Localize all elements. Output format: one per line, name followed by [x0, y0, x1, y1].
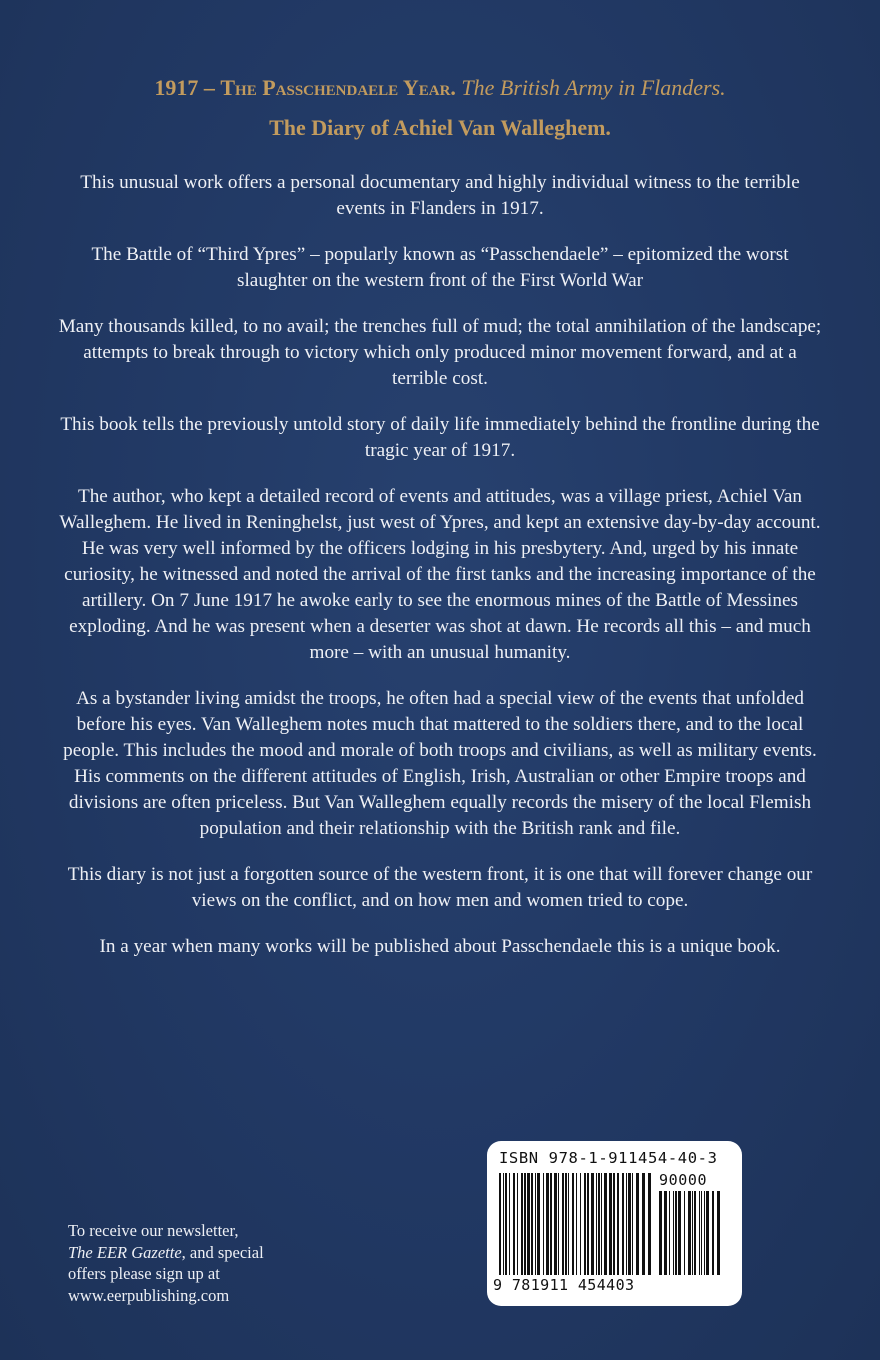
addon-bars — [659, 1191, 721, 1275]
title-event: The Passchendaele Year. — [220, 75, 456, 100]
newsletter-line-rest: , and special — [181, 1242, 264, 1262]
newsletter-line: To receive our newsletter, — [68, 1221, 239, 1240]
title-line-2: The Diary of Achiel Van Walleghem. — [269, 115, 611, 140]
newsletter-note — [68, 1220, 368, 1306]
blurb-paragraph: In a year when many works will be published about Passchendaele this is a unique book. — [99, 936, 781, 957]
newsletter-line — [68, 1242, 368, 1264]
blurb-paragraph: This unusual work offers a personal documentary and highly individual witness to the terrible events in Flanders in 1917. — [80, 172, 800, 219]
blurb-paragraph: This diary is not just a forgotten source of the western front, it is one that will forever change our views on the conflict, and on how men and women tried to cope. — [67, 864, 813, 911]
blurb-paragraph: As a bystander living amidst the troops, he often had a special view of the events that unfolded before his eyes. Van Walleghem notes much that mattered to the soldiers there, and to the local people. This includes the mood and morale of both troops and civilians, as well as military events. His comments on the different attitudes of English, Irish, Australian or other Empire troops and divisions are often priceless. But Van Walleghem equally records the misery of the local Flemish population and their relationship with the British rank and file. — [63, 688, 817, 839]
blurb-paragraph: This book tells the previously untold story of daily life immediately behind the frontline during the tragic year of 1917. — [60, 414, 820, 461]
blurb-paragraph: The author, who kept a detailed record of events and attitudes, was a village priest, Achiel Van Walleghem. He lived in Reninghelst, just west of Ypres, and kept an extensive day-by-day account. He was very well informed by the officers lodging in his presbytery. And, urged by his innate curiosity, he witnessed and noted the arrival of the first tanks and the increasing importance of the artillery. On 7 June 1917 he awoke early to see the enormous mines of the Battle of Messines exploding. And he was present when a deserter was shot at dawn. He records all this – and much more – with an unusual humanity. — [59, 486, 821, 663]
price-code: 90000 — [659, 1171, 708, 1189]
ean13-bars — [499, 1173, 654, 1275]
title-subtitle: The British Army in Flanders. — [461, 75, 726, 100]
newsletter-line: offers please sign up at — [68, 1264, 220, 1283]
website-link[interactable]: www.eerpublishing.com — [68, 1285, 230, 1305]
gazette-title: The EER Gazette — [68, 1242, 182, 1262]
isbn-barcode — [487, 1141, 742, 1306]
blurb — [55, 170, 825, 980]
title-year: 1917 – — [154, 75, 215, 100]
title-line-1 — [40, 70, 840, 106]
blurb-paragraph: Many thousands killed, to no avail; the trenches full of mud; the total annihilation of the landscape; attempts to break through to victory which only produced minor movement forward, and at a terrible cost. — [58, 316, 822, 389]
isbn-label: ISBN 978-1-911454-40-3 — [499, 1149, 718, 1167]
barcode-digits: 9 781911 454403 — [493, 1276, 635, 1294]
title-block — [40, 70, 840, 146]
blurb-paragraph: The Battle of “Third Ypres” – popularly known as “Passchendaele” – epitomized the worst slaughter on the western front of the First World War — [91, 244, 789, 291]
